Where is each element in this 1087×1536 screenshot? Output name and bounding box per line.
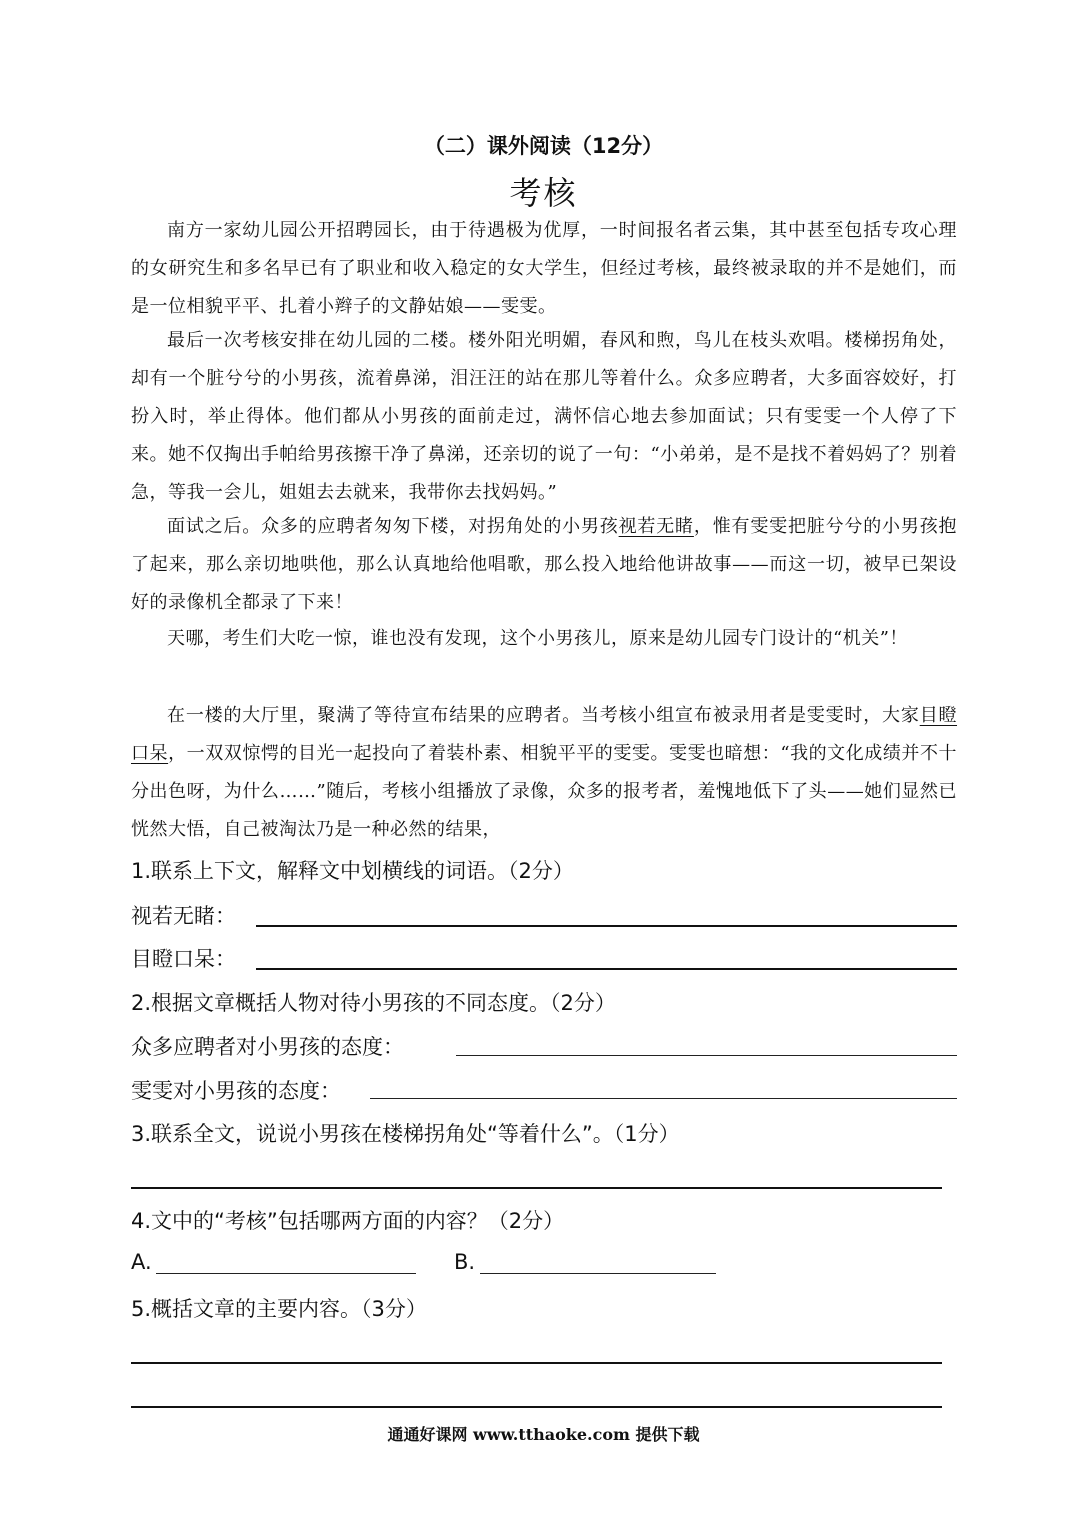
footer-credit: 通通好课网 www.tthaoke.com 提供下载 — [387, 1425, 700, 1444]
answer-line-4b[interactable] — [480, 1273, 716, 1274]
paragraph-5-text-b: ，一双双惊愕的目光一起投向了着装朴素、相貌平平的雯雯。雯雯也暗想：“我的文化成绩并不十分出色呀，为什么……”随后，考核小组播放了录像，众多的报考者，羞愧地低下了头——她们显然已恍然大悟，自己被淘汰乃是一种必然的结果， — [131, 743, 957, 840]
question-2b-label: 雯雯对小男孩的态度： — [131, 1079, 341, 1103]
question-2: 2.根据文章概括人物对待小男孩的不同态度。（2分） — [131, 991, 616, 1015]
answer-line-2b[interactable] — [370, 1098, 957, 1099]
question-4b-label: B. — [454, 1250, 476, 1274]
answer-line-5a[interactable] — [131, 1362, 942, 1364]
question-5: 5.概括文章的主要内容。（3分） — [131, 1297, 427, 1321]
paragraph-1: 南方一家幼儿园公开招聘园长，由于待遇极为优厚，一时间报名者云集，其中甚至包括专攻心理的女研究生和多名早已有了职业和收入稳定的女大学生，但经过考核，最终被录取的并不是她们，而是一位相貌平平、扎着小辫子的文静姑娘——雯雯。 — [131, 220, 957, 317]
answer-line-4a[interactable] — [156, 1273, 416, 1274]
section-title: （二）课外阅读（12分） — [423, 134, 664, 158]
question-1b-label: 目瞪口呆： — [131, 947, 236, 971]
paragraph-5 — [131, 697, 957, 849]
paragraph-5-text-a: 在一楼的大厅里，聚满了等待宣布结果的应聘者。当考核小组宣布被录用者是雯雯时，大家 — [167, 705, 920, 726]
paragraph-3-text-a: 面试之后。众多的应聘者匆匆下楼，对拐角处的小男孩 — [167, 516, 619, 537]
answer-line-5b[interactable] — [131, 1406, 942, 1408]
paragraph-2: 最后一次考核安排在幼儿园的二楼。楼外阳光明媚，春风和煦，鸟儿在枝头欢唱。楼梯拐角处，却有一个脏兮兮的小男孩，流着鼻涕，泪汪汪的站在那儿等着什么。众多应聘者，大多面容姣好，打扮入时，举止得体。他们都从小男孩的面前走过，满怀信心地去参加面试；只有雯雯一个人停了下来。她不仅掏出手帕给男孩擦干净了鼻涕，还亲切的说了一句：“小弟弟，是不是找不着妈妈了？别着急，等我一会儿，姐姐去去就来，我带你去找妈妈。” — [131, 330, 957, 503]
question-1: 1.联系上下文，解释文中划横线的词语。（2分） — [131, 859, 574, 883]
question-1a-label: 视若无睹： — [131, 904, 236, 928]
answer-line-1b[interactable] — [256, 968, 957, 970]
answer-line-2a[interactable] — [456, 1055, 957, 1056]
answer-line-1a[interactable] — [256, 925, 957, 927]
question-4: 4.文中的“考核”包括哪两方面的内容？（2分） — [131, 1209, 565, 1233]
question-3: 3.联系全文，说说小男孩在楼梯拐角处“等着什么”。（1分） — [131, 1122, 680, 1146]
story-title: 考核 — [509, 174, 578, 212]
paragraph-3-text-b: ，惟有雯雯把脏兮兮的小男孩抱了起来，那么亲切地哄他，那么认真地给他唱歌，那么投入地给他讲故事——而这一切，被早已架设好的录像机全都录了下来！ — [131, 516, 958, 613]
paragraph-4: 天哪，考生们大吃一惊，谁也没有发现，这个小男孩儿，原来是幼儿园专门设计的“机关”！ — [167, 628, 908, 649]
paragraph-3 — [131, 508, 957, 622]
question-4a-label: A. — [131, 1250, 152, 1274]
underlined-term-1: 视若无睹 — [618, 516, 694, 537]
question-2a-label: 众多应聘者对小男孩的态度： — [131, 1035, 404, 1059]
answer-line-3[interactable] — [131, 1187, 942, 1189]
underlined-term-2: 目瞪口呆 — [131, 705, 958, 764]
